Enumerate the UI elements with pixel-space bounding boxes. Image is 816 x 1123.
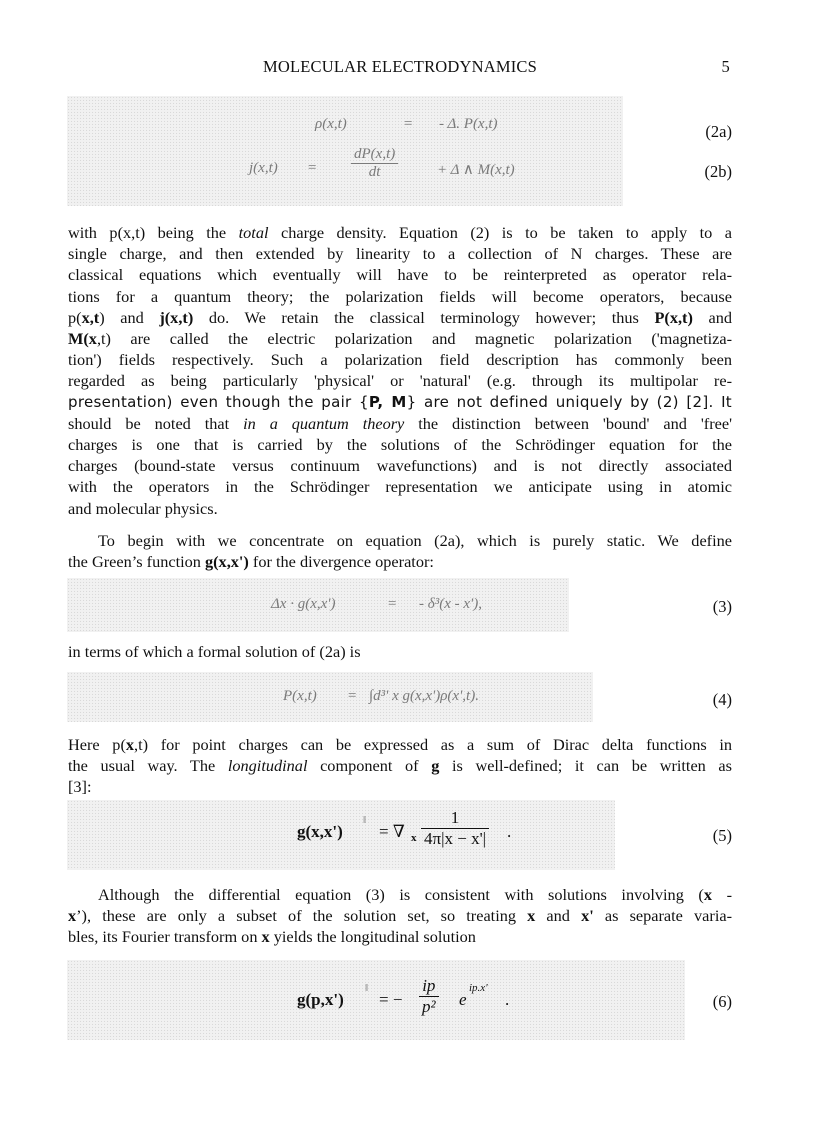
eq6-tail: .: [505, 990, 510, 1009]
eq5-denominator: 4π|x − x'|: [421, 828, 489, 849]
eq5-fraction: [421, 808, 489, 849]
page-number: 5: [721, 57, 730, 76]
text-line: classical equations which eventually will have to be reinterpreted as operator rela-: [68, 265, 732, 285]
text-line: Although the differential equation (3) is consistent with solutions involving (x -: [98, 885, 732, 904]
running-head: [68, 57, 732, 77]
text-line: with the operators in the Schrödinger representation we anticipate using in atomic: [68, 477, 732, 497]
eq4-lhs: P(x,t): [283, 688, 317, 704]
text-line: tion') fields respectively. Such a polarization field description has commonly been: [68, 350, 732, 370]
eq5-number: (5): [712, 826, 732, 845]
eq4-rhs: ∫d³' x g(x,x')ρ(x',t).: [369, 688, 479, 704]
text-line: should be noted that in a quantum theory the distinction between 'bound' and 'free': [68, 413, 733, 433]
text-line: Here p(x,t) for point charges can be expressed as a sum of Dirac delta functions in: [68, 735, 733, 754]
text-line: presentation) even though the pair {P, M} are not defined uniquely by (2) [2]. It: [68, 392, 732, 411]
eq6-exponent: ip.x': [469, 982, 488, 994]
text-line: with p(x,t) being the total charge density. Equation (2) is to be taken to apply to a: [68, 223, 732, 242]
eq3-lhs: Δx · g(x,x'): [271, 596, 336, 612]
eq6-denominator: p²: [419, 996, 439, 1017]
eq4-number: (4): [712, 690, 732, 709]
text-line: p(x,t) and j(x,t) do. We retain the classical terminology however; thus P(x,t) and: [68, 307, 732, 327]
equation-block-5: [67, 800, 615, 870]
text-line: charges (bound-state versus continuum wavefunctions) and is not directly associated: [68, 456, 732, 476]
eq2b-fraction: [351, 146, 398, 181]
eq2b-op: =: [307, 160, 318, 176]
equation-block-4: [67, 672, 593, 722]
eq6-number: (6): [712, 992, 732, 1011]
eq2b-denominator: dt: [351, 163, 398, 181]
eq6-lhs: g(p,x'): [297, 990, 344, 1009]
text-line: bles, its Fourier transform on x yields the longitudinal solution: [68, 927, 476, 947]
eq2b-numerator: dP(x,t): [354, 146, 396, 162]
eq5-tail: .: [507, 822, 512, 841]
eq6-numerator: ip: [422, 976, 436, 995]
eq2b-lhs: j(x,t): [249, 160, 278, 176]
paragraph-1: [68, 222, 732, 519]
text-line: To begin with we concentrate on equation (2a), which is purely static. We define: [98, 531, 732, 550]
running-title: MOLECULAR ELECTRODYNAMICS: [262, 57, 538, 76]
eq3-number: (3): [712, 597, 732, 616]
text-line: in terms of which a formal solution of (2a) is: [68, 642, 361, 661]
text-line: and molecular physics.: [68, 498, 218, 518]
paragraph-5: [68, 884, 732, 948]
eq3-rhs: - δ³(x - x'),: [419, 596, 482, 612]
text-line: regarded as being particularly 'physical' or 'natural' (e.g. through its multipolar re-: [68, 371, 732, 391]
eq5-lhs: g(x,x'): [297, 822, 343, 841]
text-line: x’), these are only a subset of the solution set, so treating x and x' as separate varia-: [68, 906, 733, 926]
equation-block-3: [67, 578, 569, 632]
text-line: charges is one that is carried by the solutions of the Schrödinger equation for the: [68, 435, 732, 455]
eq6-fraction: [419, 976, 439, 1017]
text-line: M(x,t) are called the electric polarization and magnetic polarization ('magnetiza-: [68, 329, 732, 349]
eq5-op: = ∇: [379, 822, 405, 841]
eq4-op: =: [347, 688, 358, 704]
text-line: the Green’s function g(x,x') for the divergence operator:: [68, 552, 434, 572]
eq2a-number: (2a): [705, 122, 732, 141]
eq3-op: =: [387, 596, 398, 612]
eq6-sup: ‖: [365, 982, 369, 994]
eq2b-rhs: + Δ ∧ M(x,t): [437, 162, 515, 178]
text-line: the usual way. The longitudinal component of g is well-defined; it can be written as: [68, 756, 732, 776]
eq6-exp-base: e: [459, 990, 467, 1009]
eq2b-number: (2b): [704, 162, 732, 181]
eq6-op: = −: [379, 990, 403, 1009]
text-line: tions for a quantum theory; the polarization fields will become operators, because: [68, 286, 732, 306]
eq5-numerator: 1: [450, 808, 460, 827]
equation-block-2: [67, 96, 623, 206]
text-line: [3]:: [68, 777, 92, 797]
eq2a-rhs: - Δ. P(x,t): [439, 116, 498, 132]
eq2a-op: =: [403, 116, 414, 132]
text-line: single charge, and then extended by linearity to a collection of N charges. These are: [68, 244, 732, 264]
paragraph-3: [68, 641, 732, 662]
eq5-sup: ‖: [363, 814, 367, 826]
paragraph-4: [68, 734, 732, 798]
eq5-sub: x: [411, 832, 417, 844]
equation-block-6: [67, 960, 685, 1040]
eq2a-lhs: ρ(x,t): [315, 116, 347, 132]
paragraph-2: [68, 530, 732, 572]
